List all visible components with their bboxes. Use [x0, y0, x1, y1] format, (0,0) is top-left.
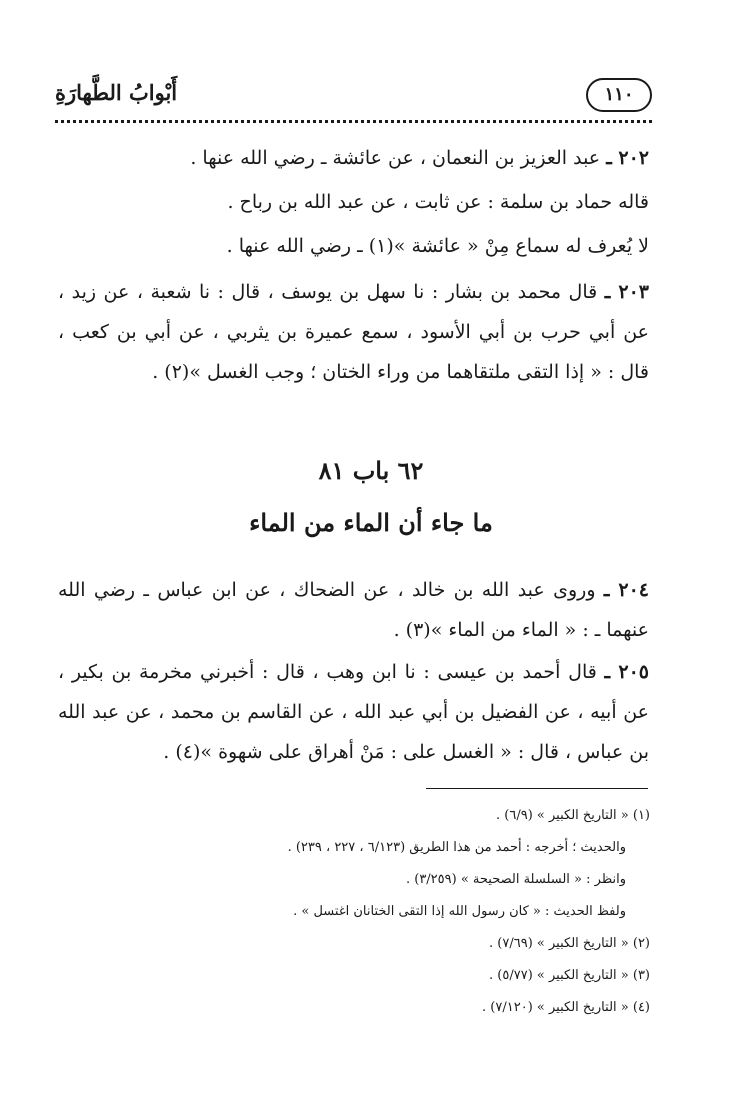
- running-title: أَبْوابُ الطَّهارَةِ: [55, 80, 178, 105]
- note-line-2: [58, 226, 649, 266]
- hadith-text: قال أحمد بن عيسى : نا ابن وهب ، قال : أخبرني مخرمة بن بكير ، عن أبيه ، عن الفضيل بن أبي عبد الله ، عن القاسم بن محمد ، عن عبد الله بن عباس ، قال : « الغسل على : مَنْ أهراق على شهوة »(٤) .: [58, 661, 649, 763]
- footnote-1-detail: ولفظ الحديث : « كان رسول الله إذا التقى الختانان اغتسل » .: [293, 904, 626, 919]
- footnote-1-detail: وانظر : « السلسلة الصحيحة » (٣/٢٥٩) .: [405, 872, 626, 887]
- footnote-3: (٣) « التاريخ الكبير » (٥/٧٧) .: [489, 968, 650, 983]
- page-number: ١١٠: [586, 78, 652, 112]
- hadith-text: عبد العزيز بن النعمان ، عن عائشة ـ رضي الله عنها .: [190, 147, 601, 169]
- hadith-number: ٢٠٤ ـ: [603, 579, 649, 601]
- chapter-title: ما جاء أن الماء من الماء: [249, 508, 493, 537]
- hadith-text: قال محمد بن بشار : نا سهل بن يوسف ، قال : نا شعبة ، عن زيد ، عن أبي حرب بن أبي الأسود ، سمع عميرة بن يثربي ، عن أبي بن كعب ، قال : « إذا التقى ملتقاهما من وراء الختان ؛ وجب الغسل »(٢) .: [58, 281, 649, 383]
- footnote-2: (٢) « التاريخ الكبير » (٧/٦٩) .: [489, 936, 650, 951]
- hadith-number: ٢٠٢ ـ: [606, 147, 649, 169]
- hadith-202: [58, 138, 649, 178]
- footnote-divider: [426, 788, 648, 789]
- footnote-1-detail: والحديث ؛ أخرجه : أحمد من هذا الطريق (٦/١٢٣ ، ٢٢٧ ، ٢٣٩) .: [287, 840, 626, 855]
- hadith-text: وروى عبد الله بن خالد ، عن الضحاك ، عن ابن عباس ـ رضي الله عنهما ـ : « الماء من الماء »(٣) .: [58, 579, 649, 641]
- header-divider: [55, 120, 652, 123]
- footnotes: [150, 800, 650, 1024]
- footnote-1: (١) « التاريخ الكبير » (٦/٩) .: [496, 808, 650, 823]
- page-header: [55, 78, 652, 122]
- note-text: قاله حماد بن سلمة : عن ثابت ، عن عبد الله بن رباح .: [227, 191, 649, 213]
- hadith-number: ٢٠٥ ـ: [604, 661, 649, 683]
- hadith-204: [58, 570, 649, 650]
- note-text: لا يُعرف له سماع مِنْ « عائشة »(١) ـ رضي الله عنها .: [226, 235, 649, 257]
- chapter-number: ٦٢ باب ٨١: [318, 456, 424, 485]
- hadith-203: [58, 272, 649, 392]
- note-line-1: [58, 182, 649, 222]
- hadith-205: [58, 652, 649, 772]
- footnote-4: (٤) « التاريخ الكبير » (٧/١٢٠) .: [482, 1000, 650, 1015]
- hadith-number: ٢٠٣ ـ: [604, 281, 649, 303]
